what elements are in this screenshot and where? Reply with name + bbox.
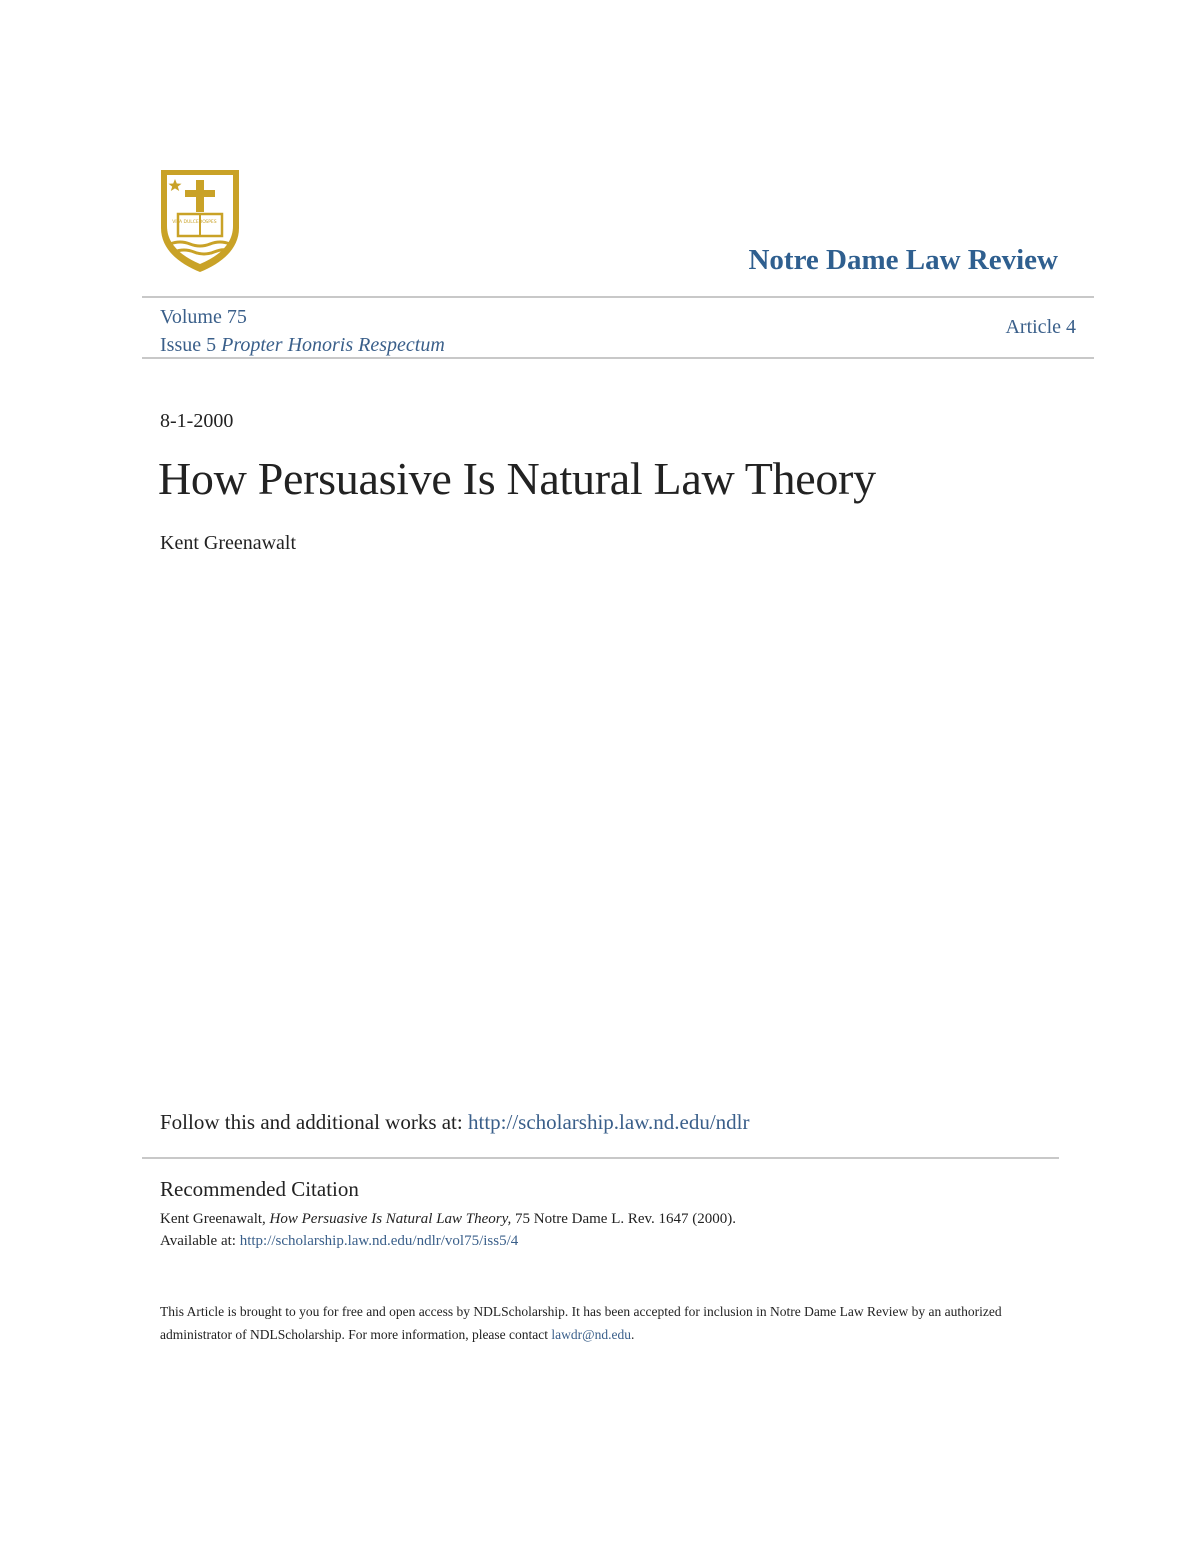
- article-number-link[interactable]: Article 4: [1005, 316, 1076, 338]
- citation-title: How Persuasive Is Natural Law Theory,: [269, 1211, 512, 1227]
- divider-header: [142, 357, 1094, 359]
- notice-text: This Article is brought to you for free and open access by NDLScholarship. It has been accepted for inclusion in Notre Dame Law Review by an authorized administrator of NDLScholarship. For more information, please contact: [160, 1304, 1002, 1342]
- follow-label: Follow this and additional works at:: [160, 1110, 463, 1134]
- citation-author: Kent Greenawalt,: [160, 1211, 266, 1227]
- citation-text: [160, 1208, 1060, 1252]
- follow-link[interactable]: http://scholarship.law.nd.edu/ndlr: [467, 1110, 750, 1134]
- volume-link[interactable]: Volume 75: [160, 306, 247, 328]
- issue-number: Issue 5: [160, 334, 217, 356]
- recommended-citation-heading: Recommended Citation: [160, 1177, 359, 1201]
- logo-inscription-right: SPES: [205, 220, 217, 225]
- citation-line: [160, 1208, 1060, 1230]
- available-label: Available at:: [160, 1233, 236, 1249]
- issue-subtitle: Propter Honoris Respectum: [221, 334, 445, 356]
- issue-link[interactable]: [160, 331, 445, 359]
- access-notice: [160, 1300, 1020, 1346]
- available-line: [160, 1230, 1060, 1252]
- available-link[interactable]: http://scholarship.law.nd.edu/ndlr/vol75/iss5/4: [239, 1233, 519, 1249]
- university-shield-logo: [158, 168, 242, 274]
- issue-info: [160, 303, 445, 359]
- article-title: How Persuasive Is Natural Law Theory: [158, 453, 876, 504]
- logo-inscription-left: VITA DULCEDO: [172, 220, 206, 225]
- follow-line: [160, 1110, 750, 1135]
- shield-icon: [158, 168, 242, 274]
- divider-top: [142, 296, 1094, 298]
- journal-name[interactable]: Notre Dame Law Review: [748, 244, 1058, 276]
- citation-source: 75 Notre Dame L. Rev. 1647 (2000).: [514, 1211, 737, 1227]
- publication-date: 8-1-2000: [160, 410, 234, 432]
- divider-follow: [142, 1157, 1059, 1159]
- notice-end: .: [630, 1327, 635, 1342]
- article-author: Kent Greenawalt: [160, 532, 297, 554]
- contact-email-link[interactable]: lawdr@nd.edu: [551, 1327, 631, 1342]
